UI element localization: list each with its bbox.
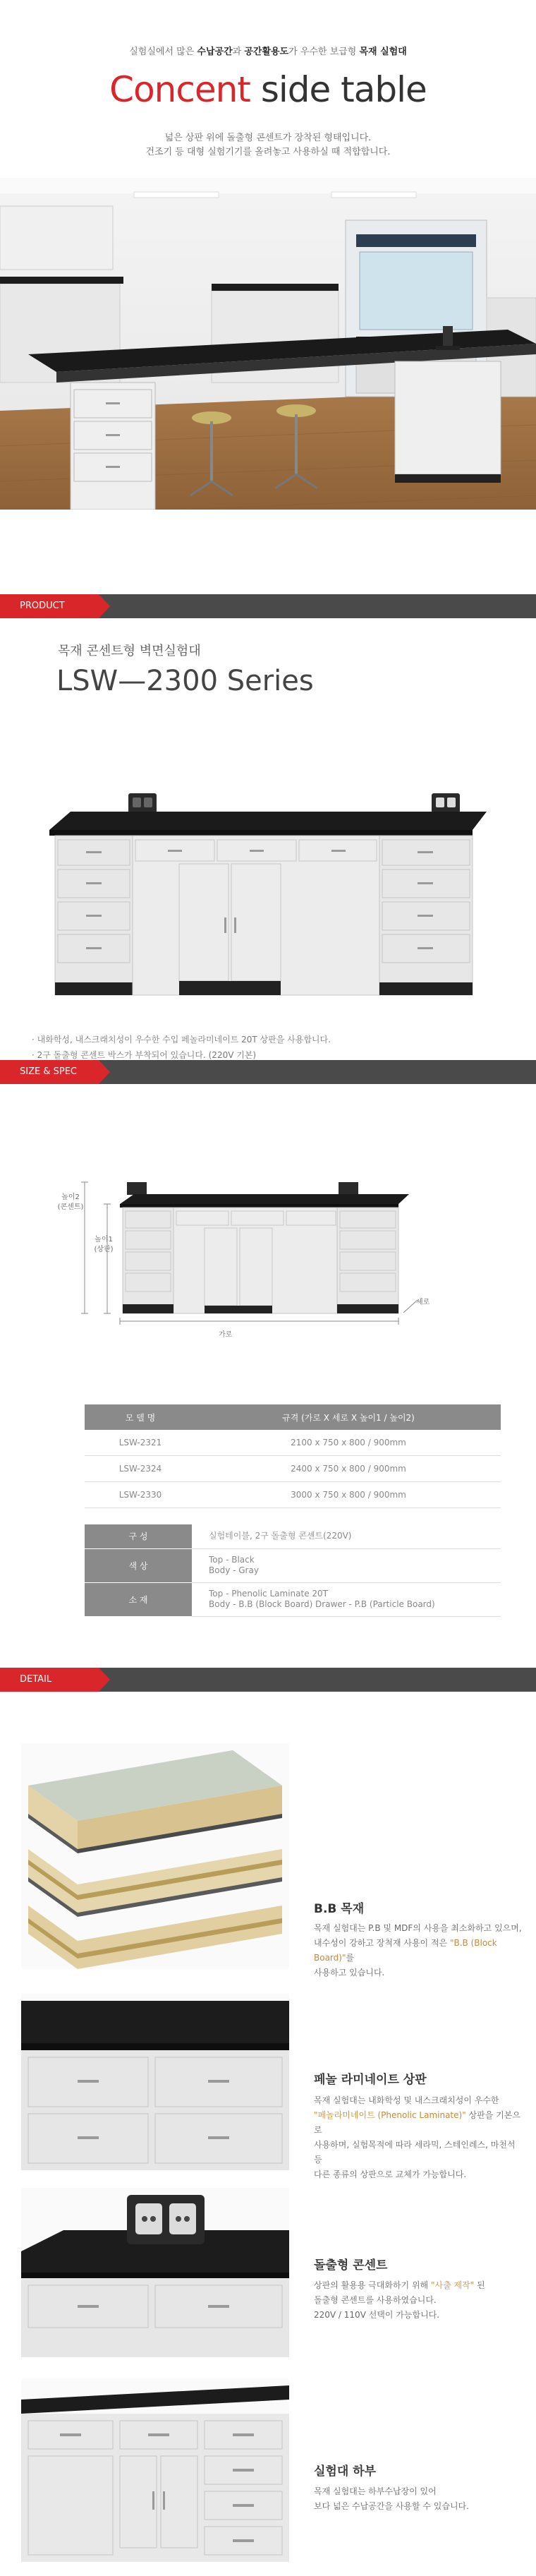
spec-material-top: Top - Phenolic Laminate 20T [209, 1589, 328, 1599]
detail-line: 다른 종류의 상판으로 교체가 가능합니다. [314, 2169, 467, 2179]
hero-desc-line-1: 넓은 상판 위에 돌출형 콘센트가 장착된 형태입니다. [164, 133, 372, 143]
dim-width: 가로 [219, 1331, 233, 1339]
outlet-icon [127, 2195, 205, 2244]
section-tab-spec: SIZE & SPEC [0, 1060, 99, 1084]
dim-height1 [86, 1235, 121, 1255]
model-table [85, 1404, 501, 1508]
table-row [85, 1482, 501, 1508]
hero-subtitle-bold-2: 공간활용도 [244, 47, 289, 57]
lab-table-illustration [49, 783, 487, 1016]
hero-title-accent: Concent [109, 69, 250, 110]
detail-text-outlet [314, 2278, 525, 2323]
bullet-item: · 내화학성, 내스크래치성이 우수한 수입 페놀라미네이트 20T 상판을 사용합니다. [32, 1035, 331, 1045]
section-tab-detail: DETAIL [0, 1668, 99, 1692]
product-bullets [32, 1032, 331, 1063]
detail-title-cabinet: 실험대 하부 [314, 2464, 377, 2479]
detail-line: 목재 실험대는 P.B 및 MDF의 사용을 최소화하고 있으며, [314, 1923, 522, 1933]
hero-subtitle-bold-3: 목재 실험대 [359, 47, 407, 57]
cell-model: LSW-2330 [85, 1482, 196, 1508]
cell-size: 2100 x 750 x 800 / 900mm [196, 1430, 501, 1456]
hero-subtitle [0, 44, 536, 57]
outlet-right-icon [432, 793, 460, 813]
detail-line: 상판을 기본으로 [314, 2110, 520, 2135]
detail-line: 사용하고 있습니다. [314, 1968, 385, 1978]
detail-highlight: "B.B (Block Board)" [314, 1938, 497, 1963]
dim-height1-sub: (상판) [94, 1246, 114, 1253]
table-row [85, 1548, 501, 1582]
detail-text-top [314, 2093, 525, 2182]
detail-image-top [21, 1994, 289, 2170]
lab-illustration [0, 178, 536, 510]
detail-line: 사용하며, 실험목적에 따라 세라믹, 스테인레스, 마천석 등 [314, 2140, 516, 2165]
outlet-illustration [21, 2188, 289, 2357]
header-size: 규격 (가로 X 세로 X 높이1 / 높이2) [196, 1404, 501, 1430]
cell-size: 2400 x 750 x 800 / 900mm [196, 1456, 501, 1482]
product-table-image [49, 783, 487, 1019]
detail-image-outlet [21, 2188, 289, 2357]
detail-text-cabinet [314, 2484, 525, 2514]
detail-title-top: 페놀 라미네이트 상판 [314, 2073, 427, 2087]
spec-value-material [192, 1582, 501, 1616]
detail-title-outlet: 돌출형 콘센트 [314, 2258, 388, 2273]
hero-subtitle-bold-1: 수납공간 [197, 47, 233, 57]
spec-material-body: Body - B.B (Block Board) Drawer - P.B (Particle Board) [209, 1599, 435, 1609]
detail-image-board [21, 1743, 289, 1969]
spec-value-color [192, 1548, 501, 1582]
detail-line: 목재 실험대는 하부수납장이 있어 [314, 2486, 437, 2496]
table-row [85, 1456, 501, 1482]
dim-height2-label: 높이2 [61, 1193, 80, 1201]
spec-label-color: 색 상 [85, 1548, 192, 1582]
detail-text-board [314, 1921, 525, 1980]
detail-highlight: "페놀라미네이트 (Phenolic Laminate)" [314, 2110, 466, 2120]
detail-line: 돌출형 콘센트를 사용하였습니다. [314, 2295, 437, 2305]
photo-note: ※ 상기 연출사진은 "일루이는 실험대"를 모델로 촬영한 이미지입니다. [300, 572, 515, 579]
hero-title [0, 69, 536, 110]
detail-line: 목재 실험대는 내화학성 및 내스크래치성이 우수한 [314, 2095, 499, 2105]
cell-model: LSW-2324 [85, 1456, 196, 1482]
detail-line: 보다 넓은 수납공간을 사용할 수 있습니다. [314, 2501, 469, 2511]
detail-image-cabinet [21, 2378, 289, 2562]
spec-label-composition: 구 성 [85, 1524, 192, 1548]
hero-title-rest: side table [260, 69, 427, 110]
table-row [85, 1524, 501, 1548]
detail-title-board: B.B 목재 [314, 1902, 365, 1916]
detail-line: 된 [474, 2280, 485, 2290]
cell-size: 3000 x 750 x 800 / 900mm [196, 1482, 501, 1508]
phenolic-top-illustration [21, 1994, 289, 2170]
product-kicker: 목재 콘센트형 벽면실험대 [58, 644, 201, 658]
detail-line: 220V / 110V 선택이 가능합니다. [314, 2310, 440, 2320]
spec-label-material: 소 재 [85, 1582, 192, 1616]
section-bar-detail [0, 1668, 536, 1692]
table-row [85, 1582, 501, 1616]
table-row [85, 1430, 501, 1456]
hero-subtitle-text-2: 과 [232, 47, 245, 57]
spec-color-top: Top - Black [209, 1555, 255, 1565]
detail-highlight: "사출 제작" [430, 2280, 475, 2290]
hero-desc-line-2: 건조기 등 대형 실험기기를 올려놓고 사용하실 때 적합합니다. [145, 147, 391, 157]
detail-line: 를 [346, 1953, 355, 1963]
hero-subtitle-text: 실험실에서 많은 [129, 47, 197, 57]
section-bar-product [0, 594, 536, 618]
table-header-row [85, 1404, 501, 1430]
dim-depth: 세로 [416, 1299, 430, 1306]
cell-model: LSW-2321 [85, 1430, 196, 1456]
dim-height2 [49, 1193, 92, 1212]
outlet-left-icon [128, 793, 157, 813]
spec-value-composition: 실험테이블, 2구 돌출형 콘센트(220V) [192, 1524, 501, 1548]
hero-subtitle-text-3: 가 우수한 보급형 [288, 47, 360, 57]
dim-height1-label: 높이1 [95, 1236, 113, 1244]
block-board-illustration [21, 1743, 289, 1969]
dim-height2-sub: (콘센트) [57, 1203, 84, 1211]
hero-description [0, 131, 536, 160]
spec-color-body: Body - Gray [209, 1565, 259, 1575]
spec-table [85, 1524, 501, 1617]
product-model: LSW—2300 Series [56, 665, 314, 697]
hero-lab-photo [0, 178, 536, 510]
section-bar-spec [0, 1060, 536, 1084]
section-tab-product: PRODUCT [0, 594, 99, 618]
detail-line: 내수성이 강하고 장척재 사용이 적은 [314, 1938, 450, 1948]
bullet-item: · 2구 돌출형 콘센트 박스가 부착되어 있습니다. (220V 기본) [32, 1050, 257, 1060]
detail-line: 상판의 활용용 극대화하기 위해 [314, 2280, 431, 2290]
header-model: 모 델 명 [85, 1404, 196, 1430]
lower-cabinet-illustration [21, 2378, 289, 2562]
